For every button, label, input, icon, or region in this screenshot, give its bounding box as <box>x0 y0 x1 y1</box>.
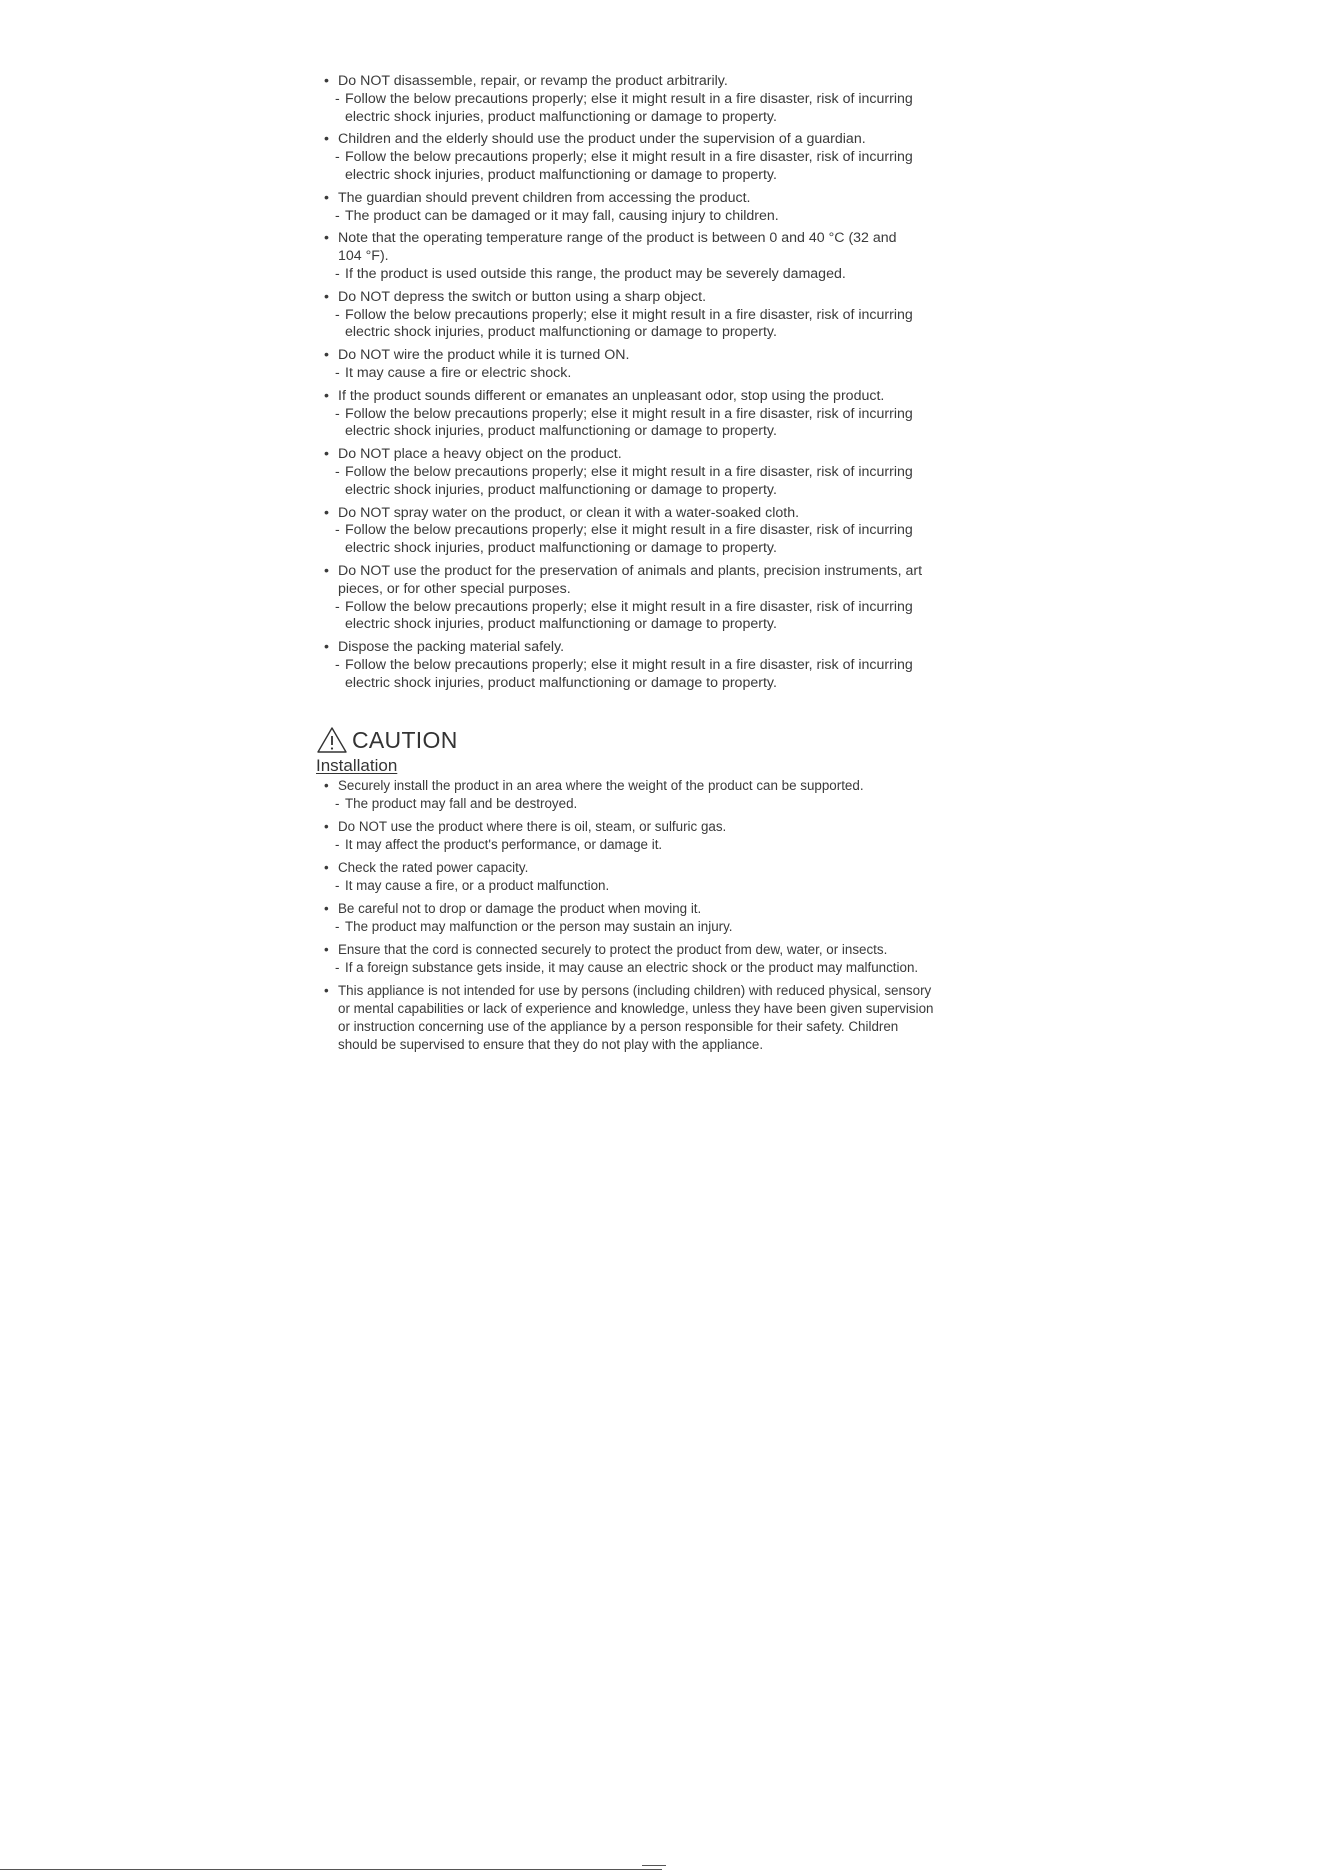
warning-detail: electric shock injuries, product malfunctioning or damage to property. <box>345 423 777 440</box>
caution-text: Be careful not to drop or damage the product when moving it. <box>338 901 702 917</box>
warning-list <box>324 73 996 698</box>
warning-detail: Follow the below precautions properly; else it might result in a fire disaster, risk of incurring <box>345 149 913 166</box>
list-item: • Ensure that the cord is connected securely to protect the product from dew, water, or insects. - If a foreign substance gets inside, it may cause an electric shock or the product may malfunction. <box>324 942 919 976</box>
caution-detail: It may affect the product's performance, or damage it. <box>345 836 663 852</box>
warning-detail: Follow the below precautions properly; else it might result in a fire disaster, risk of incurring <box>345 656 913 673</box>
bullet-icon: • <box>324 504 329 521</box>
warning-detail: electric shock injuries, product malfunctioning or damage to property. <box>345 674 777 691</box>
bullet-icon: • <box>324 819 329 835</box>
warning-text: Dispose the packing material safely. <box>338 639 565 656</box>
caution-text-continued: or instruction concerning use of the appliance by a person responsible for their safety. Children <box>338 1019 899 1035</box>
bullet-icon: • <box>324 288 329 305</box>
caution-text-continued: should be supervised to ensure that they do not play with the appliance. <box>338 1036 764 1052</box>
warning-detail: electric shock injuries, product malfunctioning or damage to property. <box>345 166 777 183</box>
footer-mark <box>642 1865 666 1866</box>
warning-detail: Follow the below precautions properly; else it might result in a fire disaster, risk of incurring <box>345 463 913 480</box>
bullet-icon: • <box>324 983 329 999</box>
caution-detail: It may cause a fire, or a product malfunction. <box>345 877 610 893</box>
bullet-icon: • <box>324 189 329 206</box>
caution-heading <box>316 726 458 754</box>
caution-detail: If a foreign substance gets inside, it may cause an electric shock or the product may malfunction. <box>345 960 919 976</box>
bullet-icon: • <box>324 387 329 404</box>
bullet-icon: • <box>324 230 329 247</box>
warning-detail: Follow the below precautions properly; else it might result in a fire disaster, risk of incurring <box>345 598 913 615</box>
list-item: • Dispose the packing material safely. - Follow the below precautions properly; else it might result in a fire disaster, risk of incurring electric shock injuries, product malfunctioning or damage to property. <box>324 639 913 691</box>
warning-detail: electric shock injuries, product malfunctioning or damage to property. <box>345 108 777 125</box>
caution-title: CAUTION <box>352 726 458 753</box>
list-item <box>324 982 1004 1053</box>
caution-list <box>324 777 1004 1059</box>
warning-text: Children and the elderly should use the product under the supervision of a guardian. <box>338 131 866 148</box>
warning-text: Note that the operating temperature range of the product is between 0 and 40 °C (32 and <box>338 230 897 247</box>
list-item: • Be careful not to drop or damage the product when moving it. - The product may malfunction or the person may sustain an injury. <box>324 901 733 935</box>
bullet-icon: • <box>324 901 329 917</box>
warning-text: Do NOT place a heavy object on the product. <box>338 446 622 463</box>
warning-text: Do NOT wire the product while it is turned ON. <box>338 347 630 364</box>
bullet-icon: • <box>324 131 329 148</box>
warning-detail: Follow the below precautions properly; else it might result in a fire disaster, risk of incurring <box>345 405 913 422</box>
warning-triangle-icon <box>316 726 348 754</box>
caution-text: Check the rated power capacity. <box>338 860 529 876</box>
list-item: • Check the rated power capacity. - It may cause a fire, or a product malfunction. <box>324 860 610 893</box>
warning-text-continued: pieces, or for other special purposes. <box>338 580 571 597</box>
list-item: • Do NOT disassemble, repair, or revamp the product arbitrarily. - Follow the below precautions properly; else it might result in a fire disaster, risk of incurring electric shock injuries, product malfunctioning or damage to property. <box>324 73 913 125</box>
bullet-icon: • <box>324 73 329 89</box>
section-heading-installation: Installation <box>316 756 398 775</box>
list-item: • Do NOT use the product for the preservation of animals and plants, precision instruments, art pieces, or for other special purposes. - Follow the below precautions properly; else it might result in a fire disaster, risk of incurring electric shock injuries, product malfunctioning or damage to property. <box>324 562 923 633</box>
warning-detail: If the product is used outside this range, the product may be severely damaged. <box>345 265 846 282</box>
list-item: • The guardian should prevent children from accessing the product. - The product can be damaged or it may fall, causing injury to children. <box>324 189 779 224</box>
warning-text: Do NOT depress the switch or button using a sharp object. <box>338 288 707 305</box>
warning-detail: electric shock injuries, product malfunctioning or damage to property. <box>345 540 777 557</box>
warning-detail: The product can be damaged or it may fall, causing injury to children. <box>345 207 779 224</box>
warning-text: Do NOT spray water on the product, or clean it with a water-soaked cloth. <box>338 504 800 521</box>
bullet-icon: • <box>324 860 329 876</box>
footer-rule <box>0 1869 662 1870</box>
bullet-icon: • <box>324 446 329 463</box>
warning-text: Do NOT use the product for the preservation of animals and plants, precision instruments, art <box>338 562 923 579</box>
warning-detail: Follow the below precautions properly; else it might result in a fire disaster, risk of incurring <box>345 522 913 539</box>
warning-detail: electric shock injuries, product malfunctioning or damage to property. <box>345 616 777 633</box>
caution-text: Securely install the product in an area where the weight of the product can be supported. <box>338 778 864 793</box>
bullet-icon: • <box>324 942 329 958</box>
warning-detail: Follow the below precautions properly; else it might result in a fire disaster, risk of incurring <box>345 306 913 323</box>
warning-text: If the product sounds different or emanates an unpleasant odor, stop using the product. <box>338 387 885 404</box>
bullet-icon: • <box>324 562 329 579</box>
list-item: • Note that the operating temperature range of the product is between 0 and 40 °C (32 and 104 °F). - If the product is used outside this range, the product may be severely damaged. <box>324 230 897 282</box>
list-item: • If the product sounds different or emanates an unpleasant odor, stop using the product. - Follow the below precautions properly; else it might result in a fire disaster, risk of incurring electric shock injuries, product malfunctioning or damage to property. <box>324 387 913 440</box>
warning-text: The guardian should prevent children from accessing the product. <box>338 189 751 206</box>
list-item: • Do NOT wire the product while it is turned ON. - It may cause a fire or electric shock. <box>324 347 630 381</box>
bullet-icon: • <box>324 639 329 656</box>
caution-text-continued: or mental capabilities or lack of experience and knowledge, unless they have been given supervision <box>338 1001 934 1017</box>
warning-detail: Follow the below precautions properly; else it might result in a fire disaster, risk of incurring <box>345 90 913 107</box>
caution-detail: The product may fall and be destroyed. <box>345 795 578 811</box>
bullet-icon: • <box>324 778 329 793</box>
caution-text: This appliance is not intended for use by persons (including children) with reduced physical, sensory <box>338 983 932 999</box>
list-item: • Children and the elderly should use the product under the supervision of a guardian. - Follow the below precautions properly; else it might result in a fire disaster, risk of incurring electric shock injuries, product malfunctioning or damage to property. <box>324 131 913 183</box>
caution-detail: The product may malfunction or the person may sustain an injury. <box>345 919 733 935</box>
warning-detail: It may cause a fire or electric shock. <box>345 364 572 381</box>
list-item: • Do NOT use the product where there is oil, steam, or sulfuric gas. - It may affect the product's performance, or damage it. <box>324 819 727 852</box>
warning-text-continued: 104 °F). <box>338 248 389 265</box>
warning-text: Do NOT disassemble, repair, or revamp the product arbitrarily. <box>338 73 728 89</box>
list-item: • Securely install the product in an area where the weight of the product can be supported. - The product may fall and be destroyed. <box>324 778 864 811</box>
warning-detail: electric shock injuries, product malfunctioning or damage to property. <box>345 324 777 341</box>
caution-text: Ensure that the cord is connected securely to protect the product from dew, water, or insects. <box>338 942 888 958</box>
list-item: • Do NOT place a heavy object on the product. - Follow the below precautions properly; else it might result in a fire disaster, risk of incurring electric shock injuries, product malfunctioning or damage to property. <box>324 446 913 498</box>
bullet-icon: • <box>324 347 329 364</box>
warning-detail: electric shock injuries, product malfunctioning or damage to property. <box>345 481 777 498</box>
list-item: • Do NOT spray water on the product, or clean it with a water-soaked cloth. - Follow the below precautions properly; else it might result in a fire disaster, risk of incurring electric shock injuries, product malfunctioning or damage to property. <box>324 504 913 557</box>
caution-text: Do NOT use the product where there is oil, steam, or sulfuric gas. <box>338 819 727 835</box>
list-item: • Do NOT depress the switch or button using a sharp object. - Follow the below precautions properly; else it might result in a fire disaster, risk of incurring electric shock injuries, product malfunctioning or damage to property. <box>324 288 913 341</box>
